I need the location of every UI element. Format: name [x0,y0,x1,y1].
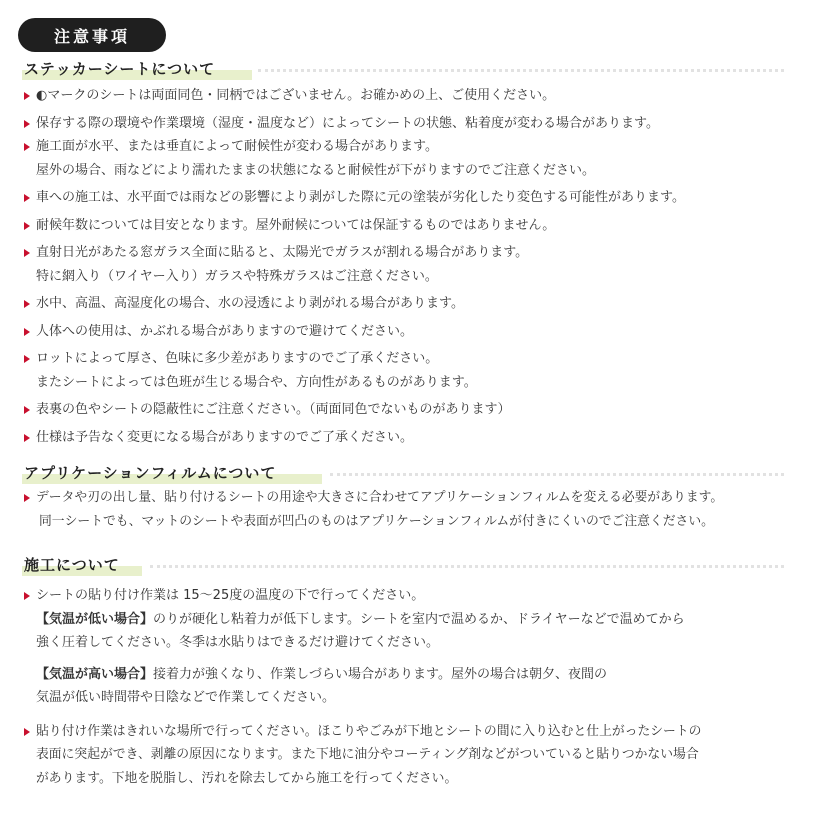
sticker-heading [18,58,798,82]
half-circle-icon: ◐ [36,88,48,103]
list-item-text: 仕様は予告なく変更になる場合がありますのでご了承ください。 [36,429,414,445]
sticker-section [18,58,798,449]
bullet-icon [24,494,30,502]
sticker-heading-text: ステッカーシートについて [24,60,216,78]
bullet-icon [24,434,30,442]
list-item [18,320,798,344]
list-item [18,112,798,136]
bullet-icon [24,249,30,257]
list-item-text: 屋外の場合、雨などにより濡れたままの状態になると耐候性が下がりますのでご注意ください。 [36,162,596,178]
list-item-text: 水中、高温、高湿度化の場合、水の浸透により剥がれる場合があります。 [36,296,464,311]
list-item-text: データや刃の出し量、貼り付けるシートの用途や大きさに合わせてアプリケーションフィルムを変える必要があります。 [36,490,724,505]
work-heading-text: 施工について [24,556,120,574]
dotted-divider [258,69,784,72]
list-item [18,292,798,316]
low-temp-note [18,608,798,632]
list-item [18,214,798,238]
low-temp-text: のりが硬化し粘着力が低下します。シートを室内で温めるか、ドライヤーなどで温めてから [153,611,685,627]
list-item [18,241,798,288]
high-temp-note [18,663,798,687]
bullet-icon [24,300,30,308]
bullet-icon [24,406,30,414]
list-item [18,84,798,108]
list-item [18,186,798,210]
list-item [18,398,798,422]
list-item-text: があります。下地を脱脂し、汚れを除去してから施工を行ってください。 [36,770,458,786]
bullet-icon [24,728,30,736]
work-heading [18,554,798,578]
work-section [18,554,798,790]
dotted-divider [330,473,784,476]
list-item-text: 表面に突起ができ、剥離の原因になります。また下地に油分やコーティング剤などがついていると貼りつかない場合 [36,747,699,762]
list-item [18,347,798,394]
bullet-icon [24,120,30,128]
bullet-icon [24,592,30,600]
list-item [18,584,798,608]
list-item-text: 特に網入り（ワイヤー入り）ガラスや特殊ガラスはご注意ください。 [36,268,438,284]
list-item-text: 人体への使用は、かぶれる場合がありますので避けてください。 [36,323,414,339]
bullet-icon [24,143,30,151]
bullet-icon [24,92,30,100]
list-item-text: 保存する際の環境や作業環境（湿度・温度など）によってシートの状態、粘着度が変わる場合があります。 [36,115,659,131]
bullet-icon [24,328,30,336]
high-temp-text: 接着力が強くなり、作業しづらい場合があります。屋外の場合は朝夕、夜間の [153,666,607,682]
notice-badge: 注意事項 [18,18,166,52]
list-item-text: 表裏の色やシートの隠蔽性にご注意ください。（両面同色でないものがあります） [36,402,511,417]
list-item-text: またシートによっては色班が生じる場合や、方向性があるものがあります。 [36,374,477,390]
bullet-icon [24,355,30,363]
high-temp-note-cont: 気温が低い時間帯や日陰などで作業してください。 [36,690,336,705]
list-item-text: シートの貼り付け作業は 15～25度の温度の下で行ってください。 [36,588,425,603]
film-section [18,462,798,533]
list-item-text: 貼り付け作業はきれいな場所で行ってください。ほこりやごみが下地とシートの間に入り込むと仕上がったシートの [36,723,702,739]
list-item [18,426,798,450]
bullet-icon [24,222,30,230]
list-item-text: マークのシートは両面同色・同柄ではございません。お確かめの上、ご使用ください。 [47,88,556,103]
list-item-text: 直射日光があたる窓ガラス全面に貼ると、太陽光でガラスが割れる場合があります。 [36,245,529,260]
low-temp-note-cont: 強く圧着してください。冬季は水貼りはできるだけ避けてください。 [36,635,440,650]
low-temp-label: 【気温が低い場合】 [36,611,154,627]
list-item-text: 車への施工は、水平面では雨などの影響により剥がした際に元の塗装が劣化したり変色する可能性があります。 [36,190,685,205]
list-item [18,720,798,791]
bullet-icon [24,194,30,202]
list-item-text: ロットによって厚さ、色味に多少差がありますのでご了承ください。 [36,351,439,366]
film-heading-text: アプリケーションフィルムについて [24,464,277,482]
dotted-divider [150,565,784,568]
list-item [18,135,798,182]
list-item [18,486,798,533]
list-item-text: 耐候年数については目安となります。屋外耐候については保証するものではありません。 [36,217,556,233]
high-temp-label: 【気温が高い場合】 [36,666,154,682]
film-heading [18,462,798,486]
list-item-text: 施工面が水平、または垂直によって耐候性が変わる場合があります。 [36,139,438,154]
list-item-text: 同一シートでも、マットのシートや表面が凹凸のものはアプリケーションフィルムが付きにくいのでご注意ください。 [39,513,714,529]
